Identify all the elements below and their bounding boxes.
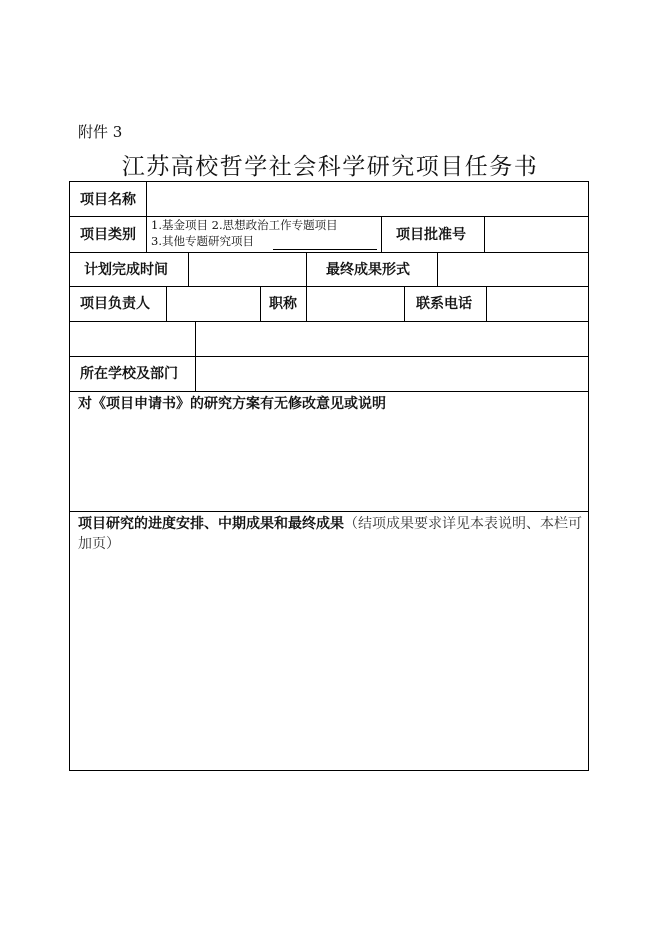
col-divider [404, 286, 405, 321]
blank-cell[interactable] [72, 323, 193, 354]
row-divider [70, 511, 588, 512]
col-divider [195, 356, 196, 391]
row-divider [70, 252, 588, 253]
revision-opinion-section[interactable] [78, 394, 582, 414]
approval-number-label: 项目批准号 [396, 227, 466, 243]
blank-cell[interactable] [197, 323, 586, 354]
phone-label: 联系电话 [416, 296, 472, 312]
col-divider [437, 252, 438, 286]
col-divider [188, 252, 189, 286]
row-divider [70, 216, 588, 217]
col-divider [484, 216, 485, 252]
col-divider [146, 216, 147, 252]
form-title: 江苏高校哲学社会科学研究项目任务书 [121, 154, 539, 180]
task-form-table [69, 181, 589, 771]
revision-opinion-heading: 对《项目申请书》的研究方案有无修改意见或说明 [78, 396, 386, 412]
final-result-form-field[interactable] [439, 254, 586, 284]
project-name-field[interactable] [148, 184, 586, 214]
category-option-line1: 1.基金项目 2.思想政治工作专题项目 [151, 218, 338, 232]
project-category-label: 项目类别 [80, 227, 136, 243]
planned-completion-label: 计划完成时间 [84, 262, 168, 278]
col-divider [306, 286, 307, 321]
col-divider [195, 321, 196, 356]
job-title-field[interactable] [308, 288, 402, 319]
category-option-line2: 3.其他专题研究项目 [151, 234, 254, 248]
phone-field[interactable] [488, 288, 586, 319]
row-divider [70, 321, 588, 322]
approval-number-field[interactable] [486, 218, 586, 250]
col-divider [486, 286, 487, 321]
row-divider [70, 286, 588, 287]
row-divider [70, 356, 588, 357]
leader-field[interactable] [168, 288, 258, 319]
schedule-heading: 项目研究的进度安排、中期成果和最终成果 [78, 516, 344, 532]
project-name-label: 项目名称 [80, 192, 136, 208]
col-divider [381, 216, 382, 252]
planned-completion-field[interactable] [190, 254, 304, 284]
schedule-note: （结项成果要求详见本表说明、本栏可加页） [78, 516, 582, 552]
row-divider [70, 391, 588, 392]
final-result-form-label: 最终成果形式 [326, 262, 410, 278]
col-divider [166, 286, 167, 321]
attachment-label: 附件 3 [78, 123, 123, 141]
col-divider [260, 286, 261, 321]
job-title-label: 职称 [269, 296, 297, 312]
school-department-field[interactable] [197, 358, 586, 389]
col-divider [306, 252, 307, 286]
schedule-section[interactable] [78, 514, 582, 554]
other-category-blank[interactable] [273, 249, 377, 250]
school-department-label: 所在学校及部门 [80, 366, 178, 382]
col-divider [146, 182, 147, 216]
leader-label: 项目负责人 [80, 296, 150, 312]
